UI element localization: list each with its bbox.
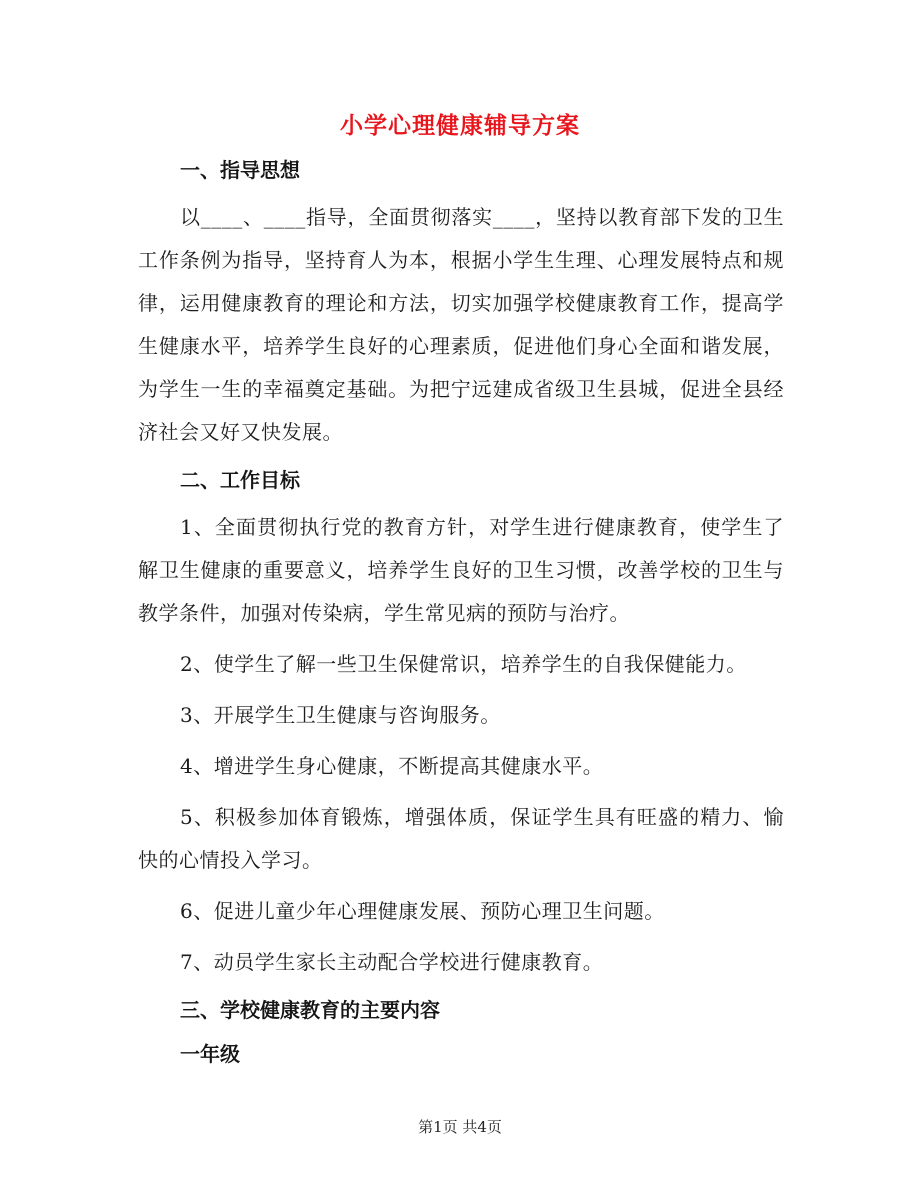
document-title: 小学心理健康辅导方案 bbox=[340, 113, 580, 139]
page-number-footer: 第1页 共4页 bbox=[418, 1118, 502, 1136]
goal-item-5: 5、积极参加体育锻炼，增强体质，保证学生具有旺盛的精力、愉快的心情投入学习。 bbox=[138, 805, 784, 872]
goal-item-3: 3、开展学生卫生健康与咨询服务。 bbox=[180, 703, 501, 727]
goal-item-6: 6、促进儿童少年心理健康发展、预防心理卫生问题。 bbox=[180, 899, 665, 923]
goal-item-1: 1、全面贯彻执行党的教育方针，对学生进行健康教育，使学生了解卫生健康的重要意义，培养学生良好的卫生习惯，改善学校的卫生与教学条件，加强对传染病，学生常见病的预防与治疗。 bbox=[138, 515, 784, 625]
goal-item-4: 4、增进学生身心健康，不断提高其健康水平。 bbox=[180, 754, 604, 778]
section-heading-work-goals: 二、工作目标 bbox=[180, 468, 300, 492]
guiding-thought-paragraph: 以____、____指导，全面贯彻落实____，坚持以教育部下发的卫生工作条例为指导，坚持育人为本，根据小学生生理、心理发展特点和规律，运用健康教育的理论和方法，切实加强学校健康教育工作，提高学生健康水平，培养学生良好的心理素质，促进他们身心全面和谐发展，为学生一生的幸福奠定基础。为把宁远建成省级卫生县城，促进全县经济社会又好又快发展。 bbox=[138, 205, 784, 444]
goal-item-2: 2、使学生了解一些卫生保健常识，培养学生的自我保健能力。 bbox=[180, 652, 747, 676]
subsection-heading-grade-one: 一年级 bbox=[180, 1042, 240, 1066]
section-heading-main-content: 三、学校健康教育的主要内容 bbox=[180, 998, 440, 1022]
goal-item-7: 7、动员学生家长主动配合学校进行健康教育。 bbox=[180, 950, 604, 974]
section-heading-guiding-thought: 一、指导思想 bbox=[180, 158, 300, 182]
document-body bbox=[138, 152, 784, 1080]
